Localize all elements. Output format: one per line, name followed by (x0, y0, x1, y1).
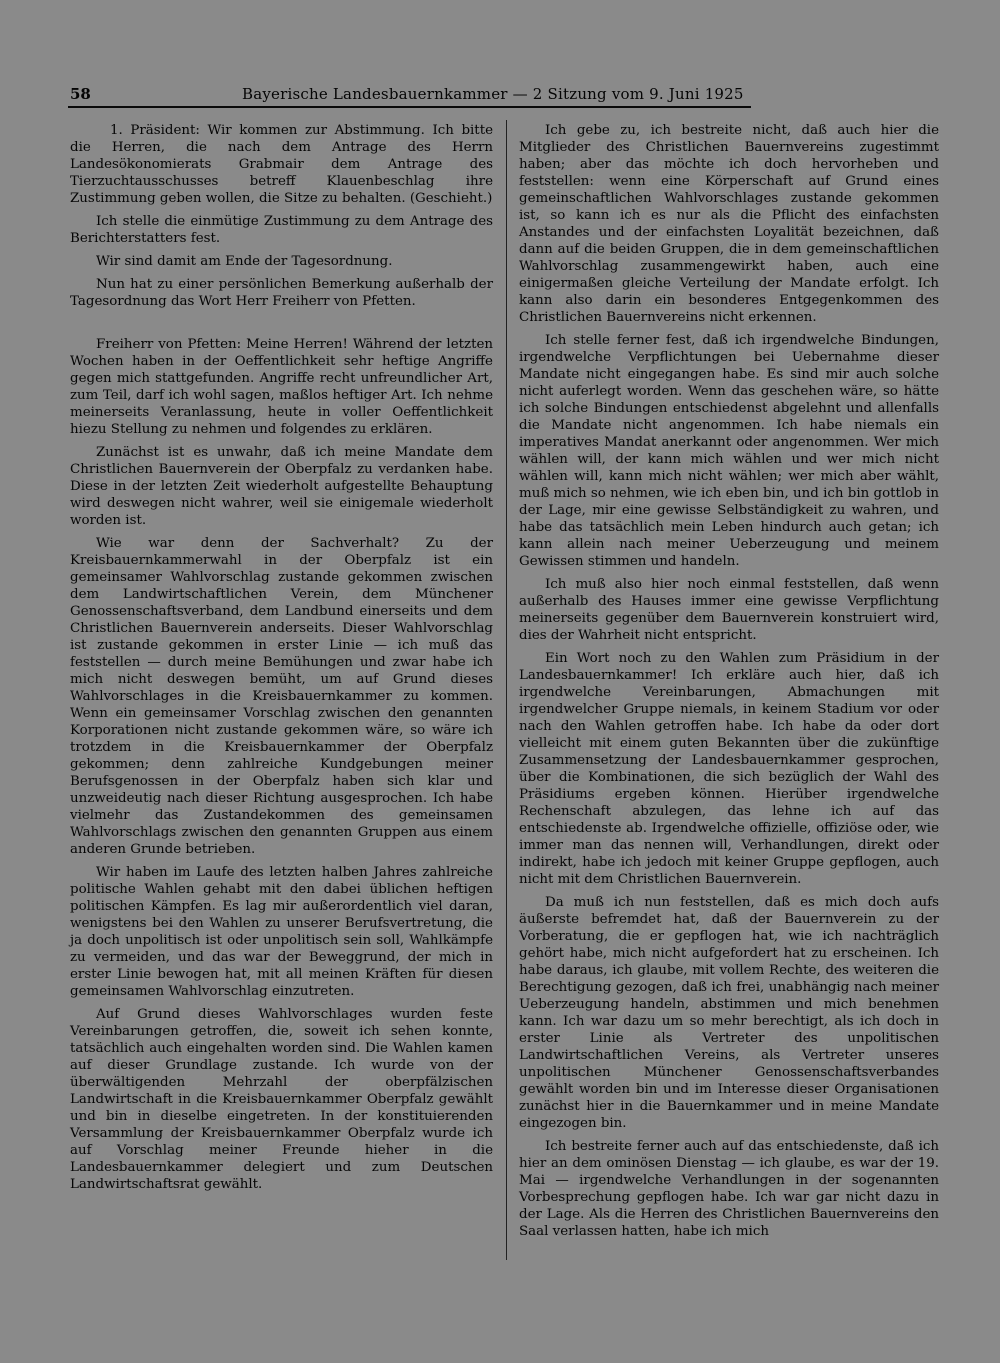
page-header (68, 84, 751, 108)
left-column (70, 122, 493, 1199)
paragraph: Ein Wort noch zu den Wahlen zum Präsidium in der Landesbauernkammer! Ich erkläre auch hier, daß ich irgendwelche Vereinbarungen, Abmachungen mit irgendwelcher Gruppe niemals, in keinem Stadium vor oder nach den Wahlen getroffen habe. Ich habe da oder dort vielleicht mit einem guten Bekannten über die zukünftige Zusammensetzung der Landesbauernkammer gesprochen, über die Kombinationen, die sich bezüglich der Wahl des Präsidiums ergeben können. Hierüber irgendwelche Rechenschaft abzulegen, das lehne ich auf das entschiedenste ab. Irgendwelche offizielle, offiziöse oder, wie immer man das nennen will, Verhandlungen, direkt oder indirekt, habe ich jedoch mit keiner Gruppe gepflogen, auch nicht mit dem Christlichen Bauernverein. (519, 651, 939, 887)
paragraph: Da muß ich nun feststellen, daß es mich doch aufs äußerste befremdet hat, daß der Bauernverein zu der Vorberatung, die er gepflogen hat, wie ich nachträglich gehört habe, mich nicht aufgefordert hat zu erscheinen. Ich habe daraus, ich glaube, mit vollem Rechte, des weiteren die Berechtigung gezogen, daß ich frei, unabhängig nach meiner Ueberzeugung handeln, abstimmen und mich benehmen kann. Ich war dazu um so mehr berechtigt, als ich doch in erster Linie als Vertreter des unpolitischen Landwirtschaftlichen Vereins, als Vertreter unseres unpolitischen Münchener Genossenschaftsverbandes gewählt worden bin und im Interesse dieser Organisationen zunächst hier in die Bauernkammer und in meine Mandate eingezogen bin. (519, 895, 939, 1131)
paragraph: Wir haben im Laufe des letzten halben Jahres zahlreiche politische Wahlen gehabt mit den dabei üblichen heftigen politischen Kämpfen. Es lag mir außerordentlich viel daran, wenigstens bei den Wahlen zu unserer Berufsvertretung, die ja doch unpolitisch ist oder unpolitisch sein soll, Wahlkämpfe zu vermeiden, und das war der Beweggrund, der mich in erster Linie bewogen hat, mit all meinen Kräften für diesen gemeinsamen Wahlvorschlag einzutreten. (70, 865, 493, 999)
paragraph: 1. Präsident: Wir kommen zur Abstimmung. Ich bitte die Herren, die nach dem Antrage des Herrn Landesökonomierats Grabmair dem Antrage des Tierzuchtausschusses betreff Klauenbeschlag ihre Zustimmung geben wollen, die Sitze zu behalten. (Geschieht.) (70, 123, 493, 206)
paragraph: Ich stelle ferner fest, daß ich irgendwelche Bindungen, irgendwelche Verpflichtungen bei Uebernahme dieser Mandate nicht eingegangen habe. Es sind mir auch solche nicht auferlegt worden. Wenn das geschehen wäre, so hätte ich solche Bindungen entschiedenst abgelehnt und allenfalls die Mandate nicht angenommen. Ich habe niemals ein imperatives Mandat anerkannt oder angenommen. Wer mich wählen will, der kann mich wählen und wer mich nicht wählen will, kann mich nicht wählen; wer mich aber wählt, muß mich so nehmen, wie ich eben bin, und ich bin gottlob in der Lage, mir eine gewisse Selbständigkeit zu wahren, und habe das tatsächlich mein Leben hindurch auch getan; ich kann allein nach meiner Ueberzeugung und meinem Gewissen stimmen und handeln. (519, 333, 939, 569)
paragraph: Freiherr von Pfetten: Meine Herren! Während der letzten Wochen haben in der Oeffentlichkeit sehr heftige Angriffe gegen mich stattgefunden. Angriffe recht unfreundlicher Art, zum Teil, darf ich wohl sagen, maßlos heftiger Art. Ich nehme meinerseits Veranlassung, heute in voller Oeffentlichkeit hiezu Stellung zu nehmen und folgendes zu erklären. (70, 337, 493, 437)
paragraph: Nun hat zu einer persönlichen Bemerkung außerhalb der Tagesordnung das Wort Herr Freiherr von Pfetten. (70, 277, 493, 309)
right-column (519, 122, 939, 1246)
paragraph: Ich muß also hier noch einmal feststellen, daß wenn außerhalb des Hauses immer eine gewisse Verpflichtung meinerseits gegenüber dem Bauernverein konstruiert wird, dies der Wahrheit nicht entspricht. (519, 577, 939, 643)
paragraph: Ich gebe zu, ich bestreite nicht, daß auch hier die Mitglieder des Christlichen Bauernvereins zugestimmt haben; aber das möchte ich doch hervorheben und feststellen: wenn eine Körperschaft auf Grund eines gemeinschaftlichen Wahlvorschlages zustande gekommen ist, so kann ich es nur als die Pflicht des einfachsten Anstandes und der einfachsten Loyalität bezeichnen, daß dann auf die beiden Gruppen, die in dem gemeinschaftlichen Wahlvorschlag zusammengewirkt haben, auch eine einigermaßen gleiche Verteilung der Mandate erfolgt. Ich kann also darin ein besonderes Entgegenkommen des Christlichen Bauernvereins nicht erkennen. (519, 123, 939, 325)
paragraph: Wir sind damit am Ende der Tagesordnung. (96, 254, 393, 269)
running-title: Bayerische Landesbauernkammer — 2 Sitzung vom 9. Juni 1925 (242, 85, 744, 103)
column-divider (506, 120, 507, 1260)
paragraph: Ich stelle die einmütige Zustimmung zu dem Antrage des Berichterstatters fest. (70, 214, 493, 246)
paragraph: Zunächst ist es unwahr, daß ich meine Mandate dem Christlichen Bauernverein der Oberpfalz zu verdanken habe. Diese in der letzten Zeit wiederholt aufgestellte Behauptung wird deswegen nicht wahrer, weil sie einigemale wiederholt worden ist. (70, 445, 493, 528)
paragraph: Ich bestreite ferner auch auf das entschiedenste, daß ich hier an dem ominösen Dienstag — ich glaube, es war der 19. Mai — irgendwelche Verhandlungen in der sogenannten Vorbesprechung gepflogen habe. Ich war gar nicht dazu in der Lage. Als die Herren des Christlichen Bauernvereins den Saal verlassen hatten, habe ich mich (519, 1139, 939, 1239)
paragraph: Wie war denn der Sachverhalt? Zu der Kreisbauernkammerwahl in der Oberpfalz ist ein gemeinsamer Wahlvorschlag zustande gekommen zwischen dem Landwirtschaftlichen Verein, dem Münchener Genossenschaftsverband, dem Landbund einerseits und dem Christlichen Bauernverein anderseits. Dieser Wahlvorschlag ist zustande gekommen in erster Linie — ich muß das feststellen — durch meine Bemühungen und zwar habe ich mich nicht deswegen bemüht, um auf Grund dieses Wahlvorschlages in die Kreisbauernkammer zu kommen. Wenn ein gemeinsamer Vorschlag zwischen den genannten Korporationen nicht zustande gekommen wäre, so wäre ich trotzdem in die Kreisbauernkammer der Oberpfalz gekommen; denn zahlreiche Kundgebungen meiner Berufsgenossen in der Oberpfalz haben sich klar und unzweideutig nach dieser Richtung ausgesprochen. Ich habe vielmehr das Zustandekommen des gemeinsamen Wahlvorschlags zwischen den genannten Gruppen aus einem anderen Grunde betrieben. (70, 536, 493, 857)
page-number: 58 (70, 85, 91, 103)
paragraph: Auf Grund dieses Wahlvorschlages wurden feste Vereinbarungen getroffen, die, soweit ich sehen konnte, tatsächlich auch eingehalten worden sind. Die Wahlen kamen auf dieser Grundlage zustande. Ich wurde von der überwältigenden Mehrzahl der oberpfälzischen Landwirtschaft in die Kreisbauernkammer Oberpfalz gewählt und bin in dieselbe eingetreten. In der konstituierenden Versammlung der Kreisbauernkammer Oberpfalz wurde ich auf Vorschlag meiner Freunde hieher in die Landesbauernkammer delegiert und zum Deutschen Landwirtschaftsrat gewählt. (70, 1007, 493, 1192)
